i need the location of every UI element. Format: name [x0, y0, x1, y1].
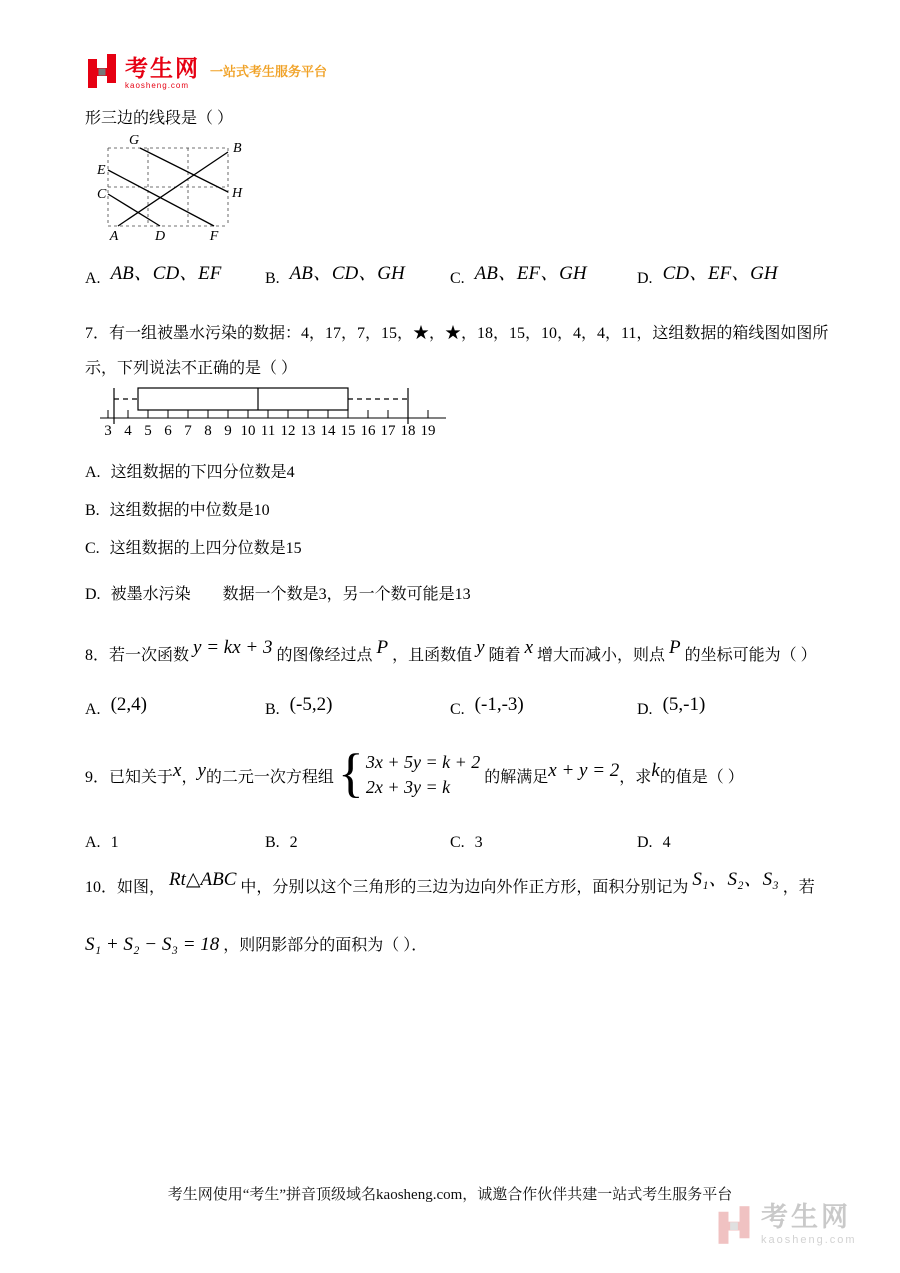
axis-tick-label: 9 — [224, 423, 232, 439]
stem-text: 的解满足 — [484, 768, 549, 786]
axis-tick-label: 19 — [420, 423, 436, 439]
q9-option-c — [450, 830, 483, 856]
q7-option-d — [85, 582, 471, 608]
q8-option-d — [637, 694, 706, 720]
axis-tick-label: 10 — [240, 423, 256, 439]
figure-label-C: C — [97, 187, 107, 202]
kaosheng-logo-icon — [85, 52, 119, 90]
axis-tick-label: 5 — [144, 423, 152, 439]
stem-text: 9．已知关于 — [85, 768, 174, 786]
option-key: B. — [265, 270, 280, 287]
brand-tagline: 一站式考生服务平台 — [210, 64, 328, 79]
option-value: AB、CD、GH — [289, 263, 405, 284]
equation-system — [337, 743, 481, 803]
option-key: B. — [265, 834, 280, 851]
figure-label-D: D — [154, 229, 166, 244]
figure-label-E: E — [97, 163, 106, 178]
q6-option-b — [265, 262, 405, 289]
axis-tick-label: 16 — [360, 423, 376, 439]
option-key: B. — [85, 502, 100, 519]
q6-option-a — [85, 262, 221, 289]
axis-tick-label: 8 — [204, 423, 212, 439]
q9-option-b — [265, 830, 298, 856]
figure-label-H: H — [232, 186, 243, 201]
var-k: k — [651, 760, 660, 781]
formula-xy2: x + y = 2 — [548, 760, 620, 781]
stem-text: ，且函数值 — [392, 647, 473, 664]
figure-label-G: G — [128, 134, 140, 148]
option-text: 这组数据的上四分位数是15 — [109, 540, 302, 557]
option-key: D. — [637, 834, 653, 851]
q8-option-c — [450, 694, 524, 720]
option-value: AB、EF、GH — [474, 263, 587, 284]
question10-stem-line1 — [85, 869, 900, 902]
q9-option-a — [85, 830, 119, 856]
stem-text: 的坐标可能为（ ） — [684, 647, 817, 664]
axis-tick-label: 12 — [280, 423, 296, 439]
var-x: x — [173, 760, 182, 781]
option-key: D. — [637, 701, 653, 718]
option-value: 2 — [289, 834, 298, 851]
kaosheng-watermark-icon — [715, 1204, 753, 1246]
option-value: (-1,-3) — [474, 694, 524, 715]
axis-tick-label: 3 — [104, 423, 112, 439]
q6-option-c — [450, 262, 587, 289]
var-P: P — [669, 637, 681, 658]
option-value: CD、EF、GH — [662, 263, 778, 284]
formula-rt-abc: Rt△ABC — [169, 869, 237, 890]
figure-label-A: A — [109, 229, 119, 244]
axis-tick-label: 4 — [124, 423, 132, 439]
option-key: A. — [85, 701, 101, 718]
stem-text: ，求 — [619, 768, 652, 786]
figure-label-F: F — [209, 229, 219, 244]
q7-option-b — [85, 498, 270, 524]
option-text: 这组数据的下四分位数是4 — [110, 464, 295, 481]
boxplot-box — [138, 388, 348, 410]
equation-1: 3x + 5y = k + 2 — [365, 751, 481, 772]
formula-s123: S₁、S₂、S₃ — [692, 869, 779, 890]
stem-text: 的图像经过点 — [276, 647, 373, 664]
stem-text: 中，分别以这个三角形的三边为边向外作正方形，面积分别记为 — [240, 879, 689, 896]
q6-option-d — [637, 262, 778, 289]
brand-domain: kaosheng.com — [125, 81, 190, 90]
var-x: x — [524, 637, 533, 658]
question10-stem-line2 — [85, 930, 427, 960]
axis-tick-label: 18 — [400, 423, 416, 439]
equation-2: 2x + 3y = k — [365, 776, 451, 797]
option-key: D. — [85, 586, 101, 603]
var-P: P — [376, 637, 389, 658]
option-value: (-5,2) — [289, 694, 333, 715]
option-key: B. — [265, 701, 280, 718]
stem-text: ， — [181, 768, 198, 786]
axis-tick-label: 6 — [164, 423, 172, 439]
axis-tick-label: 7 — [184, 423, 192, 439]
figure-grid — [108, 148, 228, 226]
stem-text: 随着 — [488, 647, 521, 664]
boxplot-axis-ticks — [104, 410, 435, 439]
option-text: 这组数据的中位数是10 — [109, 502, 270, 519]
q9-option-d — [637, 830, 671, 856]
option-key: C. — [85, 540, 100, 557]
watermark-logo — [715, 1204, 857, 1246]
stem-text: 增大而减小，则点 — [537, 647, 666, 664]
option-value: AB、CD、EF — [110, 263, 222, 284]
formula-y-kx3: y = kx + 3 — [193, 637, 273, 658]
stem-text: 8．若一次函数 — [85, 647, 190, 664]
brand-name: 考生网 — [125, 55, 200, 81]
option-key: A. — [85, 464, 101, 481]
axis-tick-label: 14 — [320, 423, 336, 439]
question6-figure — [96, 134, 248, 246]
option-value: (5,-1) — [662, 694, 706, 715]
watermark-brand: 考生网 — [761, 1202, 851, 1232]
stem-text: 的值是（ ） — [659, 768, 744, 786]
option-key: C. — [450, 270, 465, 287]
q8-option-b — [265, 694, 333, 720]
stem-text: ，若 — [782, 879, 815, 896]
stem-text: ，则阴影部分的面积为（ ）． — [223, 937, 428, 954]
option-key: C. — [450, 701, 465, 718]
figure-label-B: B — [233, 141, 242, 156]
option-value: (2,4) — [110, 694, 147, 715]
q8-option-a — [85, 694, 147, 720]
question8-stem — [85, 637, 817, 670]
q7-option-a — [85, 460, 295, 486]
option-key: C. — [450, 834, 465, 851]
site-logo — [85, 52, 327, 90]
option-text: 被墨水污染 数据一个数是3，另一个数可能是13 — [110, 586, 471, 603]
page-footer: 考生网使用“考生”拼音顶级域名kaosheng.com，诚邀合作伙伴共建一站式考生服务平台 — [167, 1187, 733, 1203]
axis-tick-label: 11 — [260, 423, 276, 439]
system-brace: { — [337, 743, 364, 803]
axis-tick-label: 13 — [300, 423, 316, 439]
option-key: A. — [85, 270, 101, 287]
var-y: y — [476, 637, 485, 658]
option-key: A. — [85, 834, 101, 851]
question7-stem: 7．有一组被墨水污染的数据：4，17，7，15，★，★，18，15，10，4，4，11，这组数据的箱线图如图所示，下列说法不正确的是（ ） — [85, 325, 829, 377]
option-value: 4 — [662, 834, 671, 851]
var-y: y — [197, 760, 206, 781]
option-value: 1 — [110, 834, 119, 851]
axis-tick-label: 17 — [380, 423, 396, 439]
formula-s-sum-18: S₁ + S₂ − S₃ = 18 — [85, 934, 220, 955]
q7-option-c — [85, 536, 302, 562]
watermark-domain: kaosheng.com — [761, 1234, 857, 1246]
option-key: D. — [637, 270, 653, 287]
question9-stem — [85, 743, 744, 803]
stem-text: 的二元一次方程组 — [205, 768, 334, 786]
option-value: 3 — [474, 834, 483, 851]
stem-text: 10．如图， — [85, 879, 166, 896]
question6-stem-tail: 形三边的线段是（ ） — [85, 110, 234, 127]
axis-tick-label: 15 — [340, 423, 356, 439]
question7-boxplot — [100, 383, 452, 439]
